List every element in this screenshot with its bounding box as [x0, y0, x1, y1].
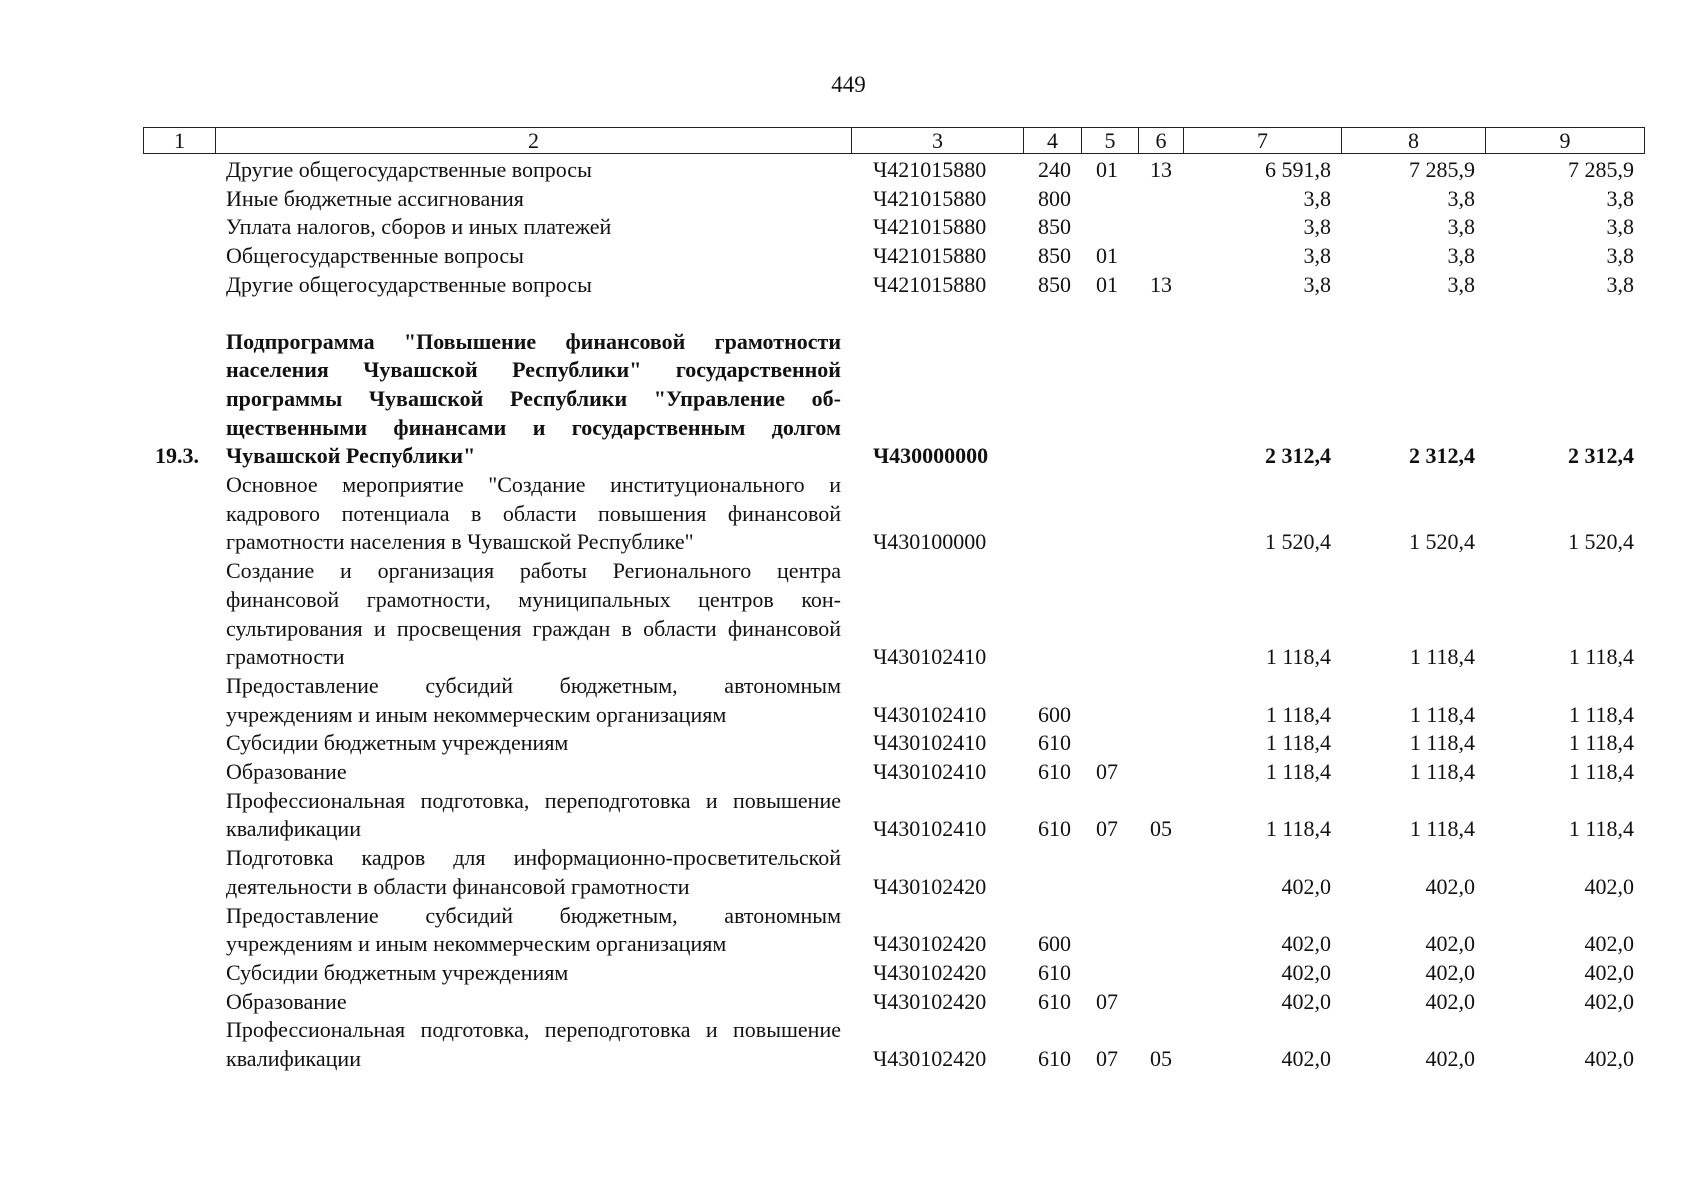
subsection-code — [1138, 902, 1183, 959]
amount-col-9: 1 520,4 — [1568, 529, 1634, 555]
amount-col-9: 402,0 — [1584, 988, 1634, 1014]
amount-col-7: 3,8 — [1303, 243, 1331, 269]
amount-col-9: 402,0 — [1584, 931, 1634, 957]
amount-col-7: 402,0 — [1281, 959, 1331, 985]
section-code — [1081, 557, 1138, 672]
amount-col-9: 2 312,4 — [1568, 443, 1634, 469]
expense-type — [1023, 471, 1081, 557]
item-name: Предоставление субсидий бюджетным, автономным учреждениям и иным некоммерческим организациям — [226, 672, 841, 727]
amount-col-7: 402,0 — [1281, 1046, 1331, 1072]
section-code — [1081, 959, 1138, 988]
table-row — [143, 557, 1644, 672]
header-col-6: 6 — [1139, 128, 1184, 154]
table-row — [143, 729, 1644, 758]
subsection-code — [1138, 758, 1183, 787]
amount-col-9: 3,8 — [1606, 214, 1634, 240]
expense-type: 610 — [1038, 988, 1071, 1014]
expense-type: 600 — [1038, 931, 1071, 957]
table-row — [143, 185, 1644, 214]
expense-type: 850 — [1038, 271, 1071, 297]
header-col-5: 5 — [1082, 128, 1139, 154]
target-code: Ч430102410 — [873, 701, 987, 727]
expense-type: 610 — [1038, 730, 1071, 756]
subsection-code — [1138, 672, 1183, 729]
section-code — [1081, 213, 1138, 242]
subsection-code — [1138, 471, 1183, 557]
section-code — [1081, 471, 1138, 557]
target-code: Ч430100000 — [873, 529, 987, 555]
expense-type: 610 — [1038, 759, 1071, 785]
row-number — [143, 213, 215, 242]
section-code — [1081, 902, 1138, 959]
row-number — [143, 471, 215, 557]
item-name: Общегосударственные вопросы — [226, 243, 524, 269]
item-name: Профессиональная подготовка, переподготовка и повышение квалификации — [226, 1017, 841, 1072]
row-number — [143, 672, 215, 729]
target-code: Ч430102420 — [873, 931, 987, 957]
amount-col-8: 1 118,4 — [1409, 701, 1475, 727]
subsection-code — [1138, 328, 1183, 472]
table-row — [143, 672, 1644, 729]
amount-col-8: 402,0 — [1425, 959, 1475, 985]
section-code: 01 — [1096, 271, 1118, 297]
expense-type — [1023, 328, 1081, 472]
expense-type: 610 — [1038, 1046, 1071, 1072]
row-number: 19.3. — [155, 443, 199, 469]
expense-type — [1023, 557, 1081, 672]
subsection-code — [1138, 557, 1183, 672]
header-col-2: 2 — [216, 128, 852, 154]
subsection-code — [1138, 213, 1183, 242]
section-code: 01 — [1096, 243, 1118, 269]
table-row — [143, 271, 1644, 300]
amount-col-7: 1 118,4 — [1265, 701, 1331, 727]
target-code: Ч430000000 — [873, 443, 989, 469]
table-row — [143, 1016, 1644, 1073]
amount-col-9: 3,8 — [1606, 271, 1634, 297]
amount-col-9: 1 118,4 — [1568, 816, 1634, 842]
amount-col-8: 1 118,4 — [1409, 644, 1475, 670]
amount-col-7: 402,0 — [1281, 873, 1331, 899]
budget-table — [143, 156, 1644, 1074]
section-code: 07 — [1096, 816, 1118, 842]
item-name: Подготовка кадров для информационно-просветительской деятельности в области финансовой грамотности — [226, 845, 841, 899]
row-number — [143, 729, 215, 758]
amount-col-8: 402,0 — [1425, 873, 1475, 899]
section-code — [1081, 328, 1138, 472]
row-number — [143, 844, 215, 901]
table-row — [143, 988, 1644, 1017]
amount-col-9: 402,0 — [1584, 1046, 1634, 1072]
item-name: Субсидии бюджетным учреждениям — [226, 730, 569, 756]
section-code: 07 — [1096, 988, 1118, 1014]
expense-type: 600 — [1038, 701, 1071, 727]
target-code: Ч421015880 — [873, 214, 987, 240]
section-code — [1081, 185, 1138, 214]
row-number — [143, 758, 215, 787]
subsection-code: 13 — [1150, 157, 1172, 182]
header-row — [144, 128, 1645, 154]
subsection-code — [1138, 185, 1183, 214]
amount-col-7: 6 591,8 — [1265, 157, 1331, 182]
amount-col-8: 402,0 — [1425, 931, 1475, 957]
expense-type: 240 — [1038, 157, 1071, 182]
item-name: Уплата налогов, сборов и иных платежей — [226, 214, 612, 240]
row-number — [143, 271, 215, 300]
amount-col-8: 3,8 — [1447, 185, 1475, 211]
amount-col-9: 3,8 — [1606, 185, 1634, 211]
item-name: Основное мероприятие "Создание институционального и кадрового потенциала в области повышения финансовой грамотности населения в Чувашской Республике" — [226, 472, 841, 555]
expense-type: 800 — [1038, 185, 1071, 211]
table-row — [143, 471, 1644, 557]
amount-col-7: 3,8 — [1303, 271, 1331, 297]
amount-col-7: 1 118,4 — [1265, 644, 1331, 670]
subsection-code — [1138, 844, 1183, 901]
row-number — [143, 242, 215, 271]
item-name: Образование — [226, 988, 347, 1014]
table-row — [143, 328, 1644, 472]
target-code: Ч430102420 — [873, 873, 987, 899]
target-code: Ч421015880 — [873, 243, 987, 269]
table-row — [143, 902, 1644, 959]
subsection-code: 13 — [1150, 271, 1172, 297]
row-number — [143, 557, 215, 672]
section-code: 01 — [1096, 157, 1118, 182]
target-code: Ч430102410 — [873, 730, 987, 756]
subsection-code — [1138, 959, 1183, 988]
amount-col-8: 3,8 — [1447, 271, 1475, 297]
item-name: Предоставление субсидий бюджетным, автономным учреждениям и иным некоммерческим организациям — [226, 902, 841, 957]
section-code — [1081, 844, 1138, 901]
table-row — [143, 242, 1644, 271]
row-number — [143, 959, 215, 988]
row-number — [143, 156, 215, 185]
amount-col-7: 2 312,4 — [1265, 443, 1331, 469]
expense-type: 610 — [1038, 959, 1071, 985]
amount-col-9: 7 285,9 — [1568, 157, 1634, 182]
item-name: Иные бюджетные ассигнования — [226, 185, 524, 211]
header-col-9: 9 — [1486, 128, 1645, 154]
amount-col-8: 3,8 — [1447, 243, 1475, 269]
amount-col-9: 3,8 — [1606, 243, 1634, 269]
item-name: Образование — [226, 759, 347, 785]
table-row — [143, 844, 1644, 901]
section-code — [1081, 729, 1138, 758]
amount-col-8: 7 285,9 — [1409, 157, 1475, 182]
amount-col-7: 1 118,4 — [1265, 730, 1331, 756]
item-name: Другие общегосударственные вопросы — [226, 271, 592, 297]
target-code: Ч430102420 — [873, 988, 987, 1014]
row-number — [143, 185, 215, 214]
amount-col-9: 1 118,4 — [1568, 644, 1634, 670]
header-col-7: 7 — [1184, 128, 1342, 154]
page-number: 449 — [831, 72, 866, 97]
spacer-row — [143, 300, 1644, 328]
item-name: Другие общегосударственные вопросы — [226, 157, 592, 182]
header-col-8: 8 — [1342, 128, 1486, 154]
expense-type: 610 — [1038, 816, 1071, 842]
subsection-code: 05 — [1150, 1046, 1172, 1072]
amount-col-8: 1 118,4 — [1409, 759, 1475, 785]
amount-col-9: 402,0 — [1584, 959, 1634, 985]
amount-col-8: 1 520,4 — [1409, 529, 1475, 555]
expense-type: 850 — [1038, 214, 1071, 240]
target-code: Ч430102410 — [873, 759, 987, 785]
table-row — [143, 156, 1644, 185]
amount-col-8: 402,0 — [1425, 988, 1475, 1014]
amount-col-7: 1 118,4 — [1265, 759, 1331, 785]
amount-col-9: 1 118,4 — [1568, 759, 1634, 785]
table-body — [143, 156, 1644, 1074]
amount-col-8: 402,0 — [1425, 1046, 1475, 1072]
section-code: 07 — [1096, 1046, 1118, 1072]
amount-col-7: 402,0 — [1281, 931, 1331, 957]
table-row — [143, 959, 1644, 988]
expense-type — [1023, 844, 1081, 901]
row-number — [143, 787, 215, 844]
amount-col-8: 1 118,4 — [1409, 816, 1475, 842]
target-code: Ч421015880 — [873, 271, 987, 297]
target-code: Ч430102410 — [873, 816, 987, 842]
table-row — [143, 213, 1644, 242]
amount-col-7: 3,8 — [1303, 185, 1331, 211]
subsection-code: 05 — [1150, 816, 1172, 842]
target-code: Ч421015880 — [873, 185, 987, 211]
amount-col-9: 1 118,4 — [1568, 701, 1634, 727]
amount-col-7: 1 118,4 — [1265, 816, 1331, 842]
item-name: Подпрограмма "Повышение финансовой грамотности населения Чувашской Республики" государственной программы Чувашской Республики "Управление общественными финансами и государственным долгом Чувашской Республики" — [226, 328, 841, 469]
row-number — [143, 1016, 215, 1073]
amount-col-8: 3,8 — [1447, 214, 1475, 240]
target-code: Ч430102420 — [873, 1046, 987, 1072]
row-number — [143, 988, 215, 1017]
item-name: Профессиональная подготовка, переподготовка и повышение квалификации — [226, 787, 841, 842]
table-row — [143, 787, 1644, 844]
table-row — [143, 758, 1644, 787]
subsection-code — [1138, 988, 1183, 1017]
subsection-code — [1138, 729, 1183, 758]
amount-col-7: 3,8 — [1303, 214, 1331, 240]
header-col-1: 1 — [144, 128, 216, 154]
amount-col-8: 2 312,4 — [1409, 443, 1475, 469]
item-name: Субсидии бюджетным учреждениям — [226, 959, 569, 985]
amount-col-9: 1 118,4 — [1568, 730, 1634, 756]
amount-col-8: 1 118,4 — [1409, 730, 1475, 756]
target-code: Ч430102420 — [873, 959, 987, 985]
expense-type: 850 — [1038, 243, 1071, 269]
amount-col-7: 1 520,4 — [1265, 529, 1331, 555]
target-code: Ч430102410 — [873, 644, 987, 670]
section-code: 07 — [1096, 759, 1118, 785]
header-col-3: 3 — [852, 128, 1024, 154]
spacer-cell — [143, 300, 1644, 328]
amount-col-7: 402,0 — [1281, 988, 1331, 1014]
target-code: Ч421015880 — [873, 157, 987, 182]
subsection-code — [1138, 242, 1183, 271]
row-number — [143, 902, 215, 959]
item-name: Создание и организация работы Регионального центра финансовой грамотности, муниципальных центров консультирования и просвещения граждан в области финансовой грамотности — [226, 558, 841, 670]
amount-col-9: 402,0 — [1584, 873, 1634, 899]
column-header-table — [143, 127, 1645, 154]
section-code — [1081, 672, 1138, 729]
header-col-4: 4 — [1024, 128, 1082, 154]
